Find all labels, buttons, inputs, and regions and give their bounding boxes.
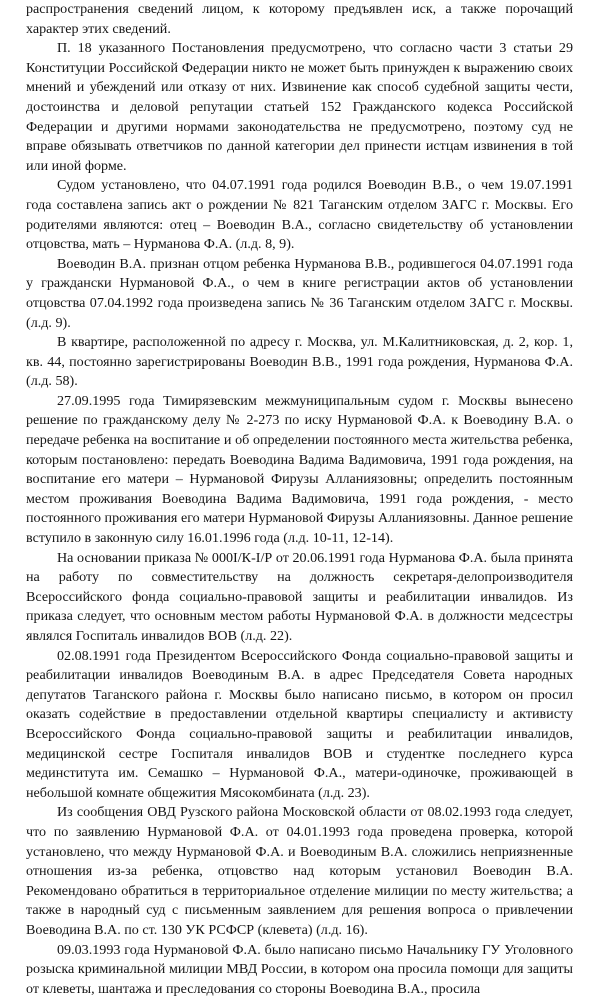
paragraph-5: В квартире, расположенной по адресу г. Москва, ул. М.Калитниковская, д. 2, кор. 1, кв. 44, постоянно зарегистрированы Воеводин В.В., 1991 года рождения, Нурманова Ф.А. (л.д. 58).: [26, 333, 573, 392]
paragraph-3: Судом установлено, что 04.07.1991 года родился Воеводин В.В., о чем 19.07.1991 года составлена запись акт о рождении № 821 Таганским отделом ЗАГС г. Москвы. Его родителями являются: отец – Воеводин В.А., согласно свидетельству об установлении отцовства, мать – Нурманова Ф.А. (л.д. 8, 9).: [26, 176, 573, 254]
paragraph-9: Из сообщения ОВД Рузского района Московской области от 08.02.1993 года следует, что по заявлению Нурмановой Ф.А. от 04.01.1993 года проведена проверка, которой установлено, что между Нурмановой Ф.А. и Воеводиным В.А. сложились неприязненные отношения из-за ребенка, отцовство над которым установил Воеводин В.А. Рекомендовано обратиться в территориальное отделение милиции по месту жительства; а также в народный суд с письменным заявлением для решения вопроса о привлечении Воеводина В.А. по ст. 130 УК РСФСР (клевета) (л.д. 16).: [26, 803, 573, 940]
paragraph-7: На основании приказа № 000I/К-I/Р от 20.06.1991 года Нурманова Ф.А. была принята на работу по совместительству на должность секретаря-делопроизводителя Всероссийского фонда социально-правовой защиты и реабилитации инвалидов. Из приказа следует, что основным местом работы Нурмановой Ф.А. в должности медсестры являлся Госпиталь инвалидов ВОВ (л.д. 22).: [26, 549, 573, 647]
paragraph-8: 02.08.1991 года Президентом Всероссийского Фонда социально-правовой защиты и реабилитации инвалидов Воеводиным В.А. в адрес Председателя Совета народных депутатов Таганского района г. Москвы было написано письмо, в котором он просил оказать содействие в предоставлении отдельной квартиры специалисту и активисту Всероссийского Фонда социально-правовой защиты и реабилитации инвалидов, медицинской сестре Госпиталя инвалидов ВОВ и студентке последнего курса мединститута им. Семашко – Нурмановой Ф.А., матери-одиночке, проживающей в небольшой комнате общежития Мясокомбината (л.д. 23).: [26, 647, 573, 804]
paragraph-10: 09.03.1993 года Нурмановой Ф.А. было написано письмо Начальнику ГУ Уголовного розыска криминальной милиции МВД России, в котором она просила помощи для защиты от клеветы, шантажа и преследования со стороны Воеводина В.А., просила: [26, 941, 573, 999]
paragraph-4: Воеводин В.А. признан отцом ребенка Нурманова В.В., родившегося 04.07.1991 года у граждански Нурмановой Ф.А., о чем в книге регистрации актов об установлении отцовства 07.04.1992 года произведена запись № 36 Таганским отделом ЗАГС г. Москвы. (л.д. 9).: [26, 255, 573, 333]
paragraph-6: 27.09.1995 года Тимирязевским межмуниципальным судом г. Москвы вынесено решение по гражданскому делу № 2-273 по иску Нурмановой Ф.А. к Воеводину В.А. о передаче ребенка на воспитание и об определении постоянного места жительства ребенка, которым постановлено: передать Воеводина Вадима Вадимовича, 1991 года рождения, на воспитание его матери – Нурмановой Фирузы Алланиязовны; определить постоянным местом проживания Воеводина Вадима Вадимовича, 1991 года рождения, - место постоянного проживания его матери Нурмановой Фирузы Алланиязовны. Данное решение вступило в законную силу 16.01.1996 года (л.д. 10-11, 12-14).: [26, 392, 573, 549]
paragraph-1: распространения сведений лицом, к которому предъявлен иск, а также порочащий характер этих сведений.: [26, 0, 573, 39]
paragraph-2: П. 18 указанного Постановления предусмотрено, что согласно части 3 статьи 29 Конституции Российской Федерации никто не может быть принужден к выражению своих мнений и убеждений или отказу от них. Извинение как способ судебной защиты чести, достоинства и деловой репутации статьей 152 Гражданского кодекса Российской Федерации и другими нормами законодательства не предусмотрено, поэтому суд не вправе обязывать ответчиков по данной категории дел принести истцам извинения в той или иной форме.: [26, 39, 573, 176]
